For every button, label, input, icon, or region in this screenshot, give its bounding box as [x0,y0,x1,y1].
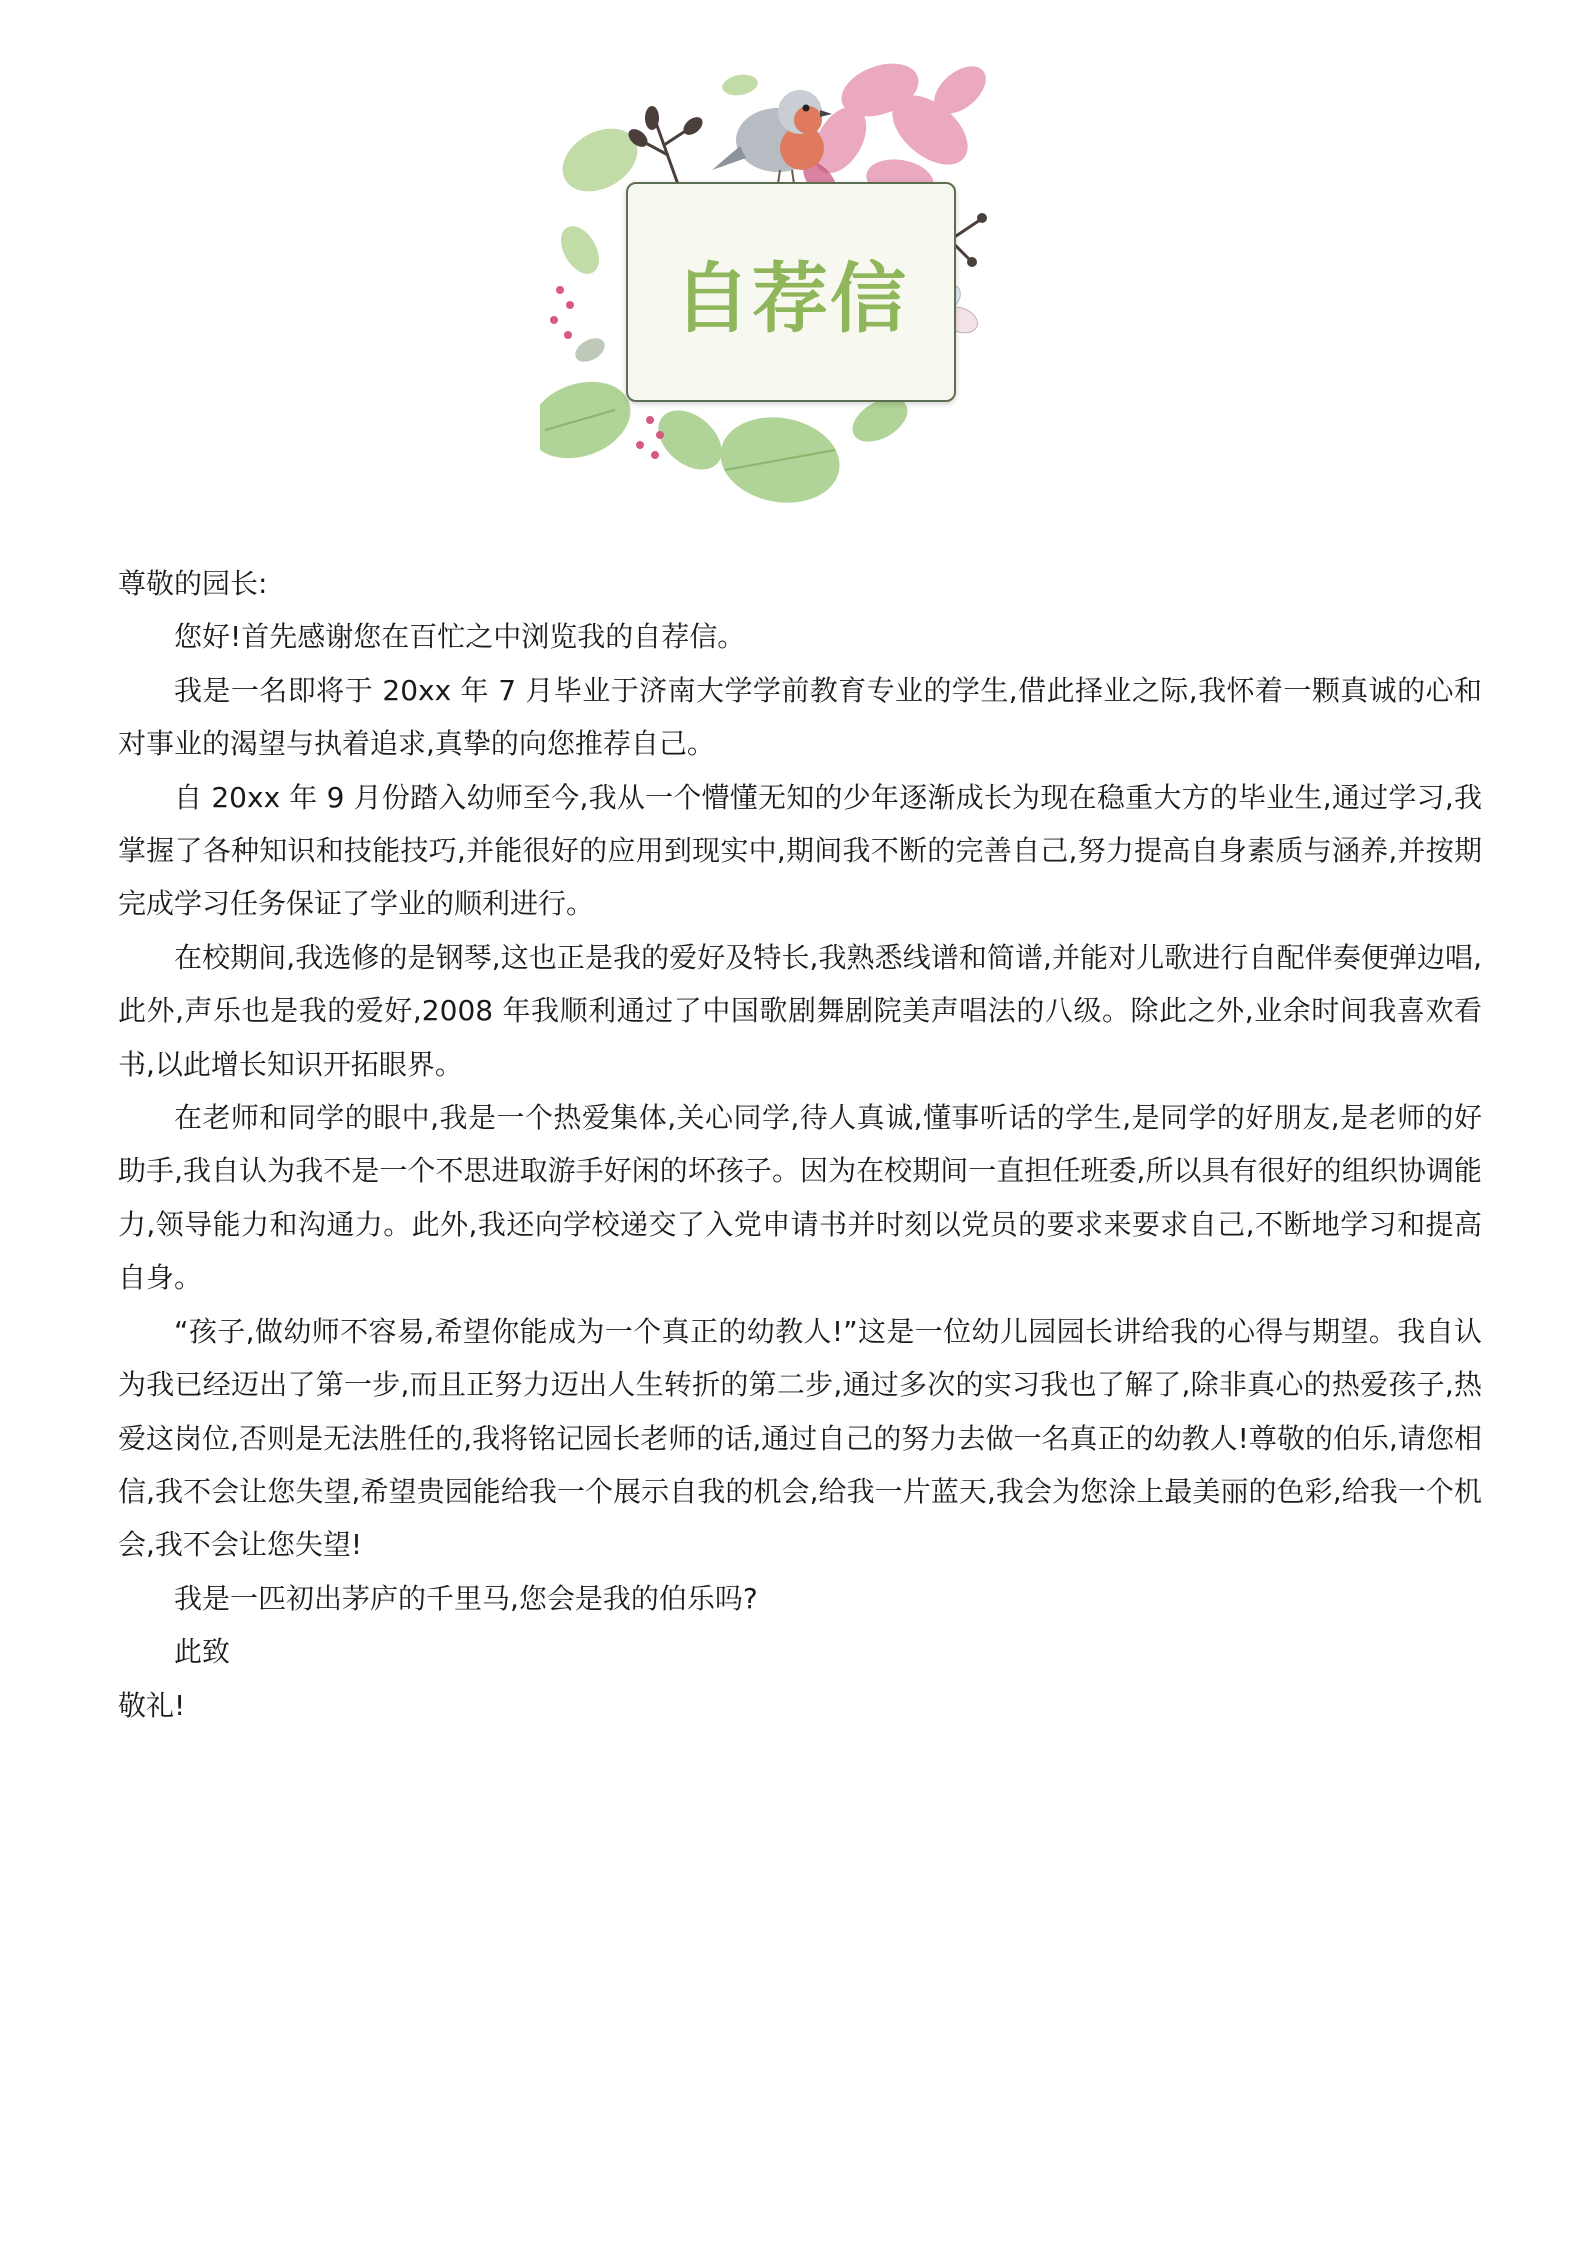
paragraph-character: 在老师和同学的眼中,我是一个热爱集体,关心同学,待人真诚,懂事听话的学生,是同学的好朋友,是老师的好助手,我自认为我不是一个不思进取游手好闲的坏孩子。因为在校期间一直担任班委,所以具有很好的组织协调能力,领导能力和沟通力。此外,我还向学校递交了入党申请书并时刻以党员的要求来要求自己,不断地学习和提高自身。 [118,1101,1482,1295]
header-illustration [540,50,1020,510]
paragraph-aspiration: “孩子,做幼师不容易,希望你能成为一个真正的幼教人!”这是一位幼儿园园长讲给我的心得与期望。我自认为我已经迈出了第一步,而且正努力迈出人生转折的第二步,通过多次的实习我也了解了,除非真心的热爱孩子,热爱这岗位,否则是无法胜任的,我将铭记园长老师的话,通过自己的努力去做一名真正的幼教人!尊敬的伯乐,请您相信,我不会让您失望,希望贵园能给我一个展示自我的机会,给我一片蓝天,我会为您涂上最美丽的色彩,给我一个机会,我不会让您失望! [118,1314,1482,1562]
paragraph-greeting: 您好!首先感谢您在百忙之中浏览我的自荐信。 [174,620,746,654]
closing-phrase: 此致 [174,1635,231,1669]
paragraph-question: 我是一匹初出茅庐的千里马,您会是我的伯乐吗? [174,1581,758,1615]
paragraph-skills: 在校期间,我选修的是钢琴,这也正是我的爱好及特长,我熟悉线谱和简谱,并能对儿歌进行自配伴奏便弹边唱,此外,声乐也是我的爱好,2008 年我顺利通过了中国歌剧舞剧院美声唱法的八级。除此之外,业余时间我喜欢看书,以此增长知识开拓眼界。 [118,940,1482,1081]
document-title: 自荐信 [674,253,908,343]
letter-body [118,557,1482,1732]
paragraph-introduction: 我是一名即将于 20xx 年 7 月毕业于济南大学学前教育专业的学生,借此择业之际,我怀着一颗真诚的心和对事业的渴望与执着追求,真挚的向您推荐自己。 [118,673,1482,761]
title-card [626,182,956,402]
paragraph-education: 自 20xx 年 9 月份踏入幼师至今,我从一个懵懂无知的少年逐渐成长为现在稳重大方的毕业生,通过学习,我掌握了各种知识和技能技巧,并能很好的应用到现实中,期间我不断的完善自己,努力提高自身素质与涵养,并按期完成学习任务保证了学业的顺利进行。 [118,780,1482,921]
salutation: 尊敬的园长: [118,567,268,600]
closing-salute: 敬礼! [118,1688,186,1722]
